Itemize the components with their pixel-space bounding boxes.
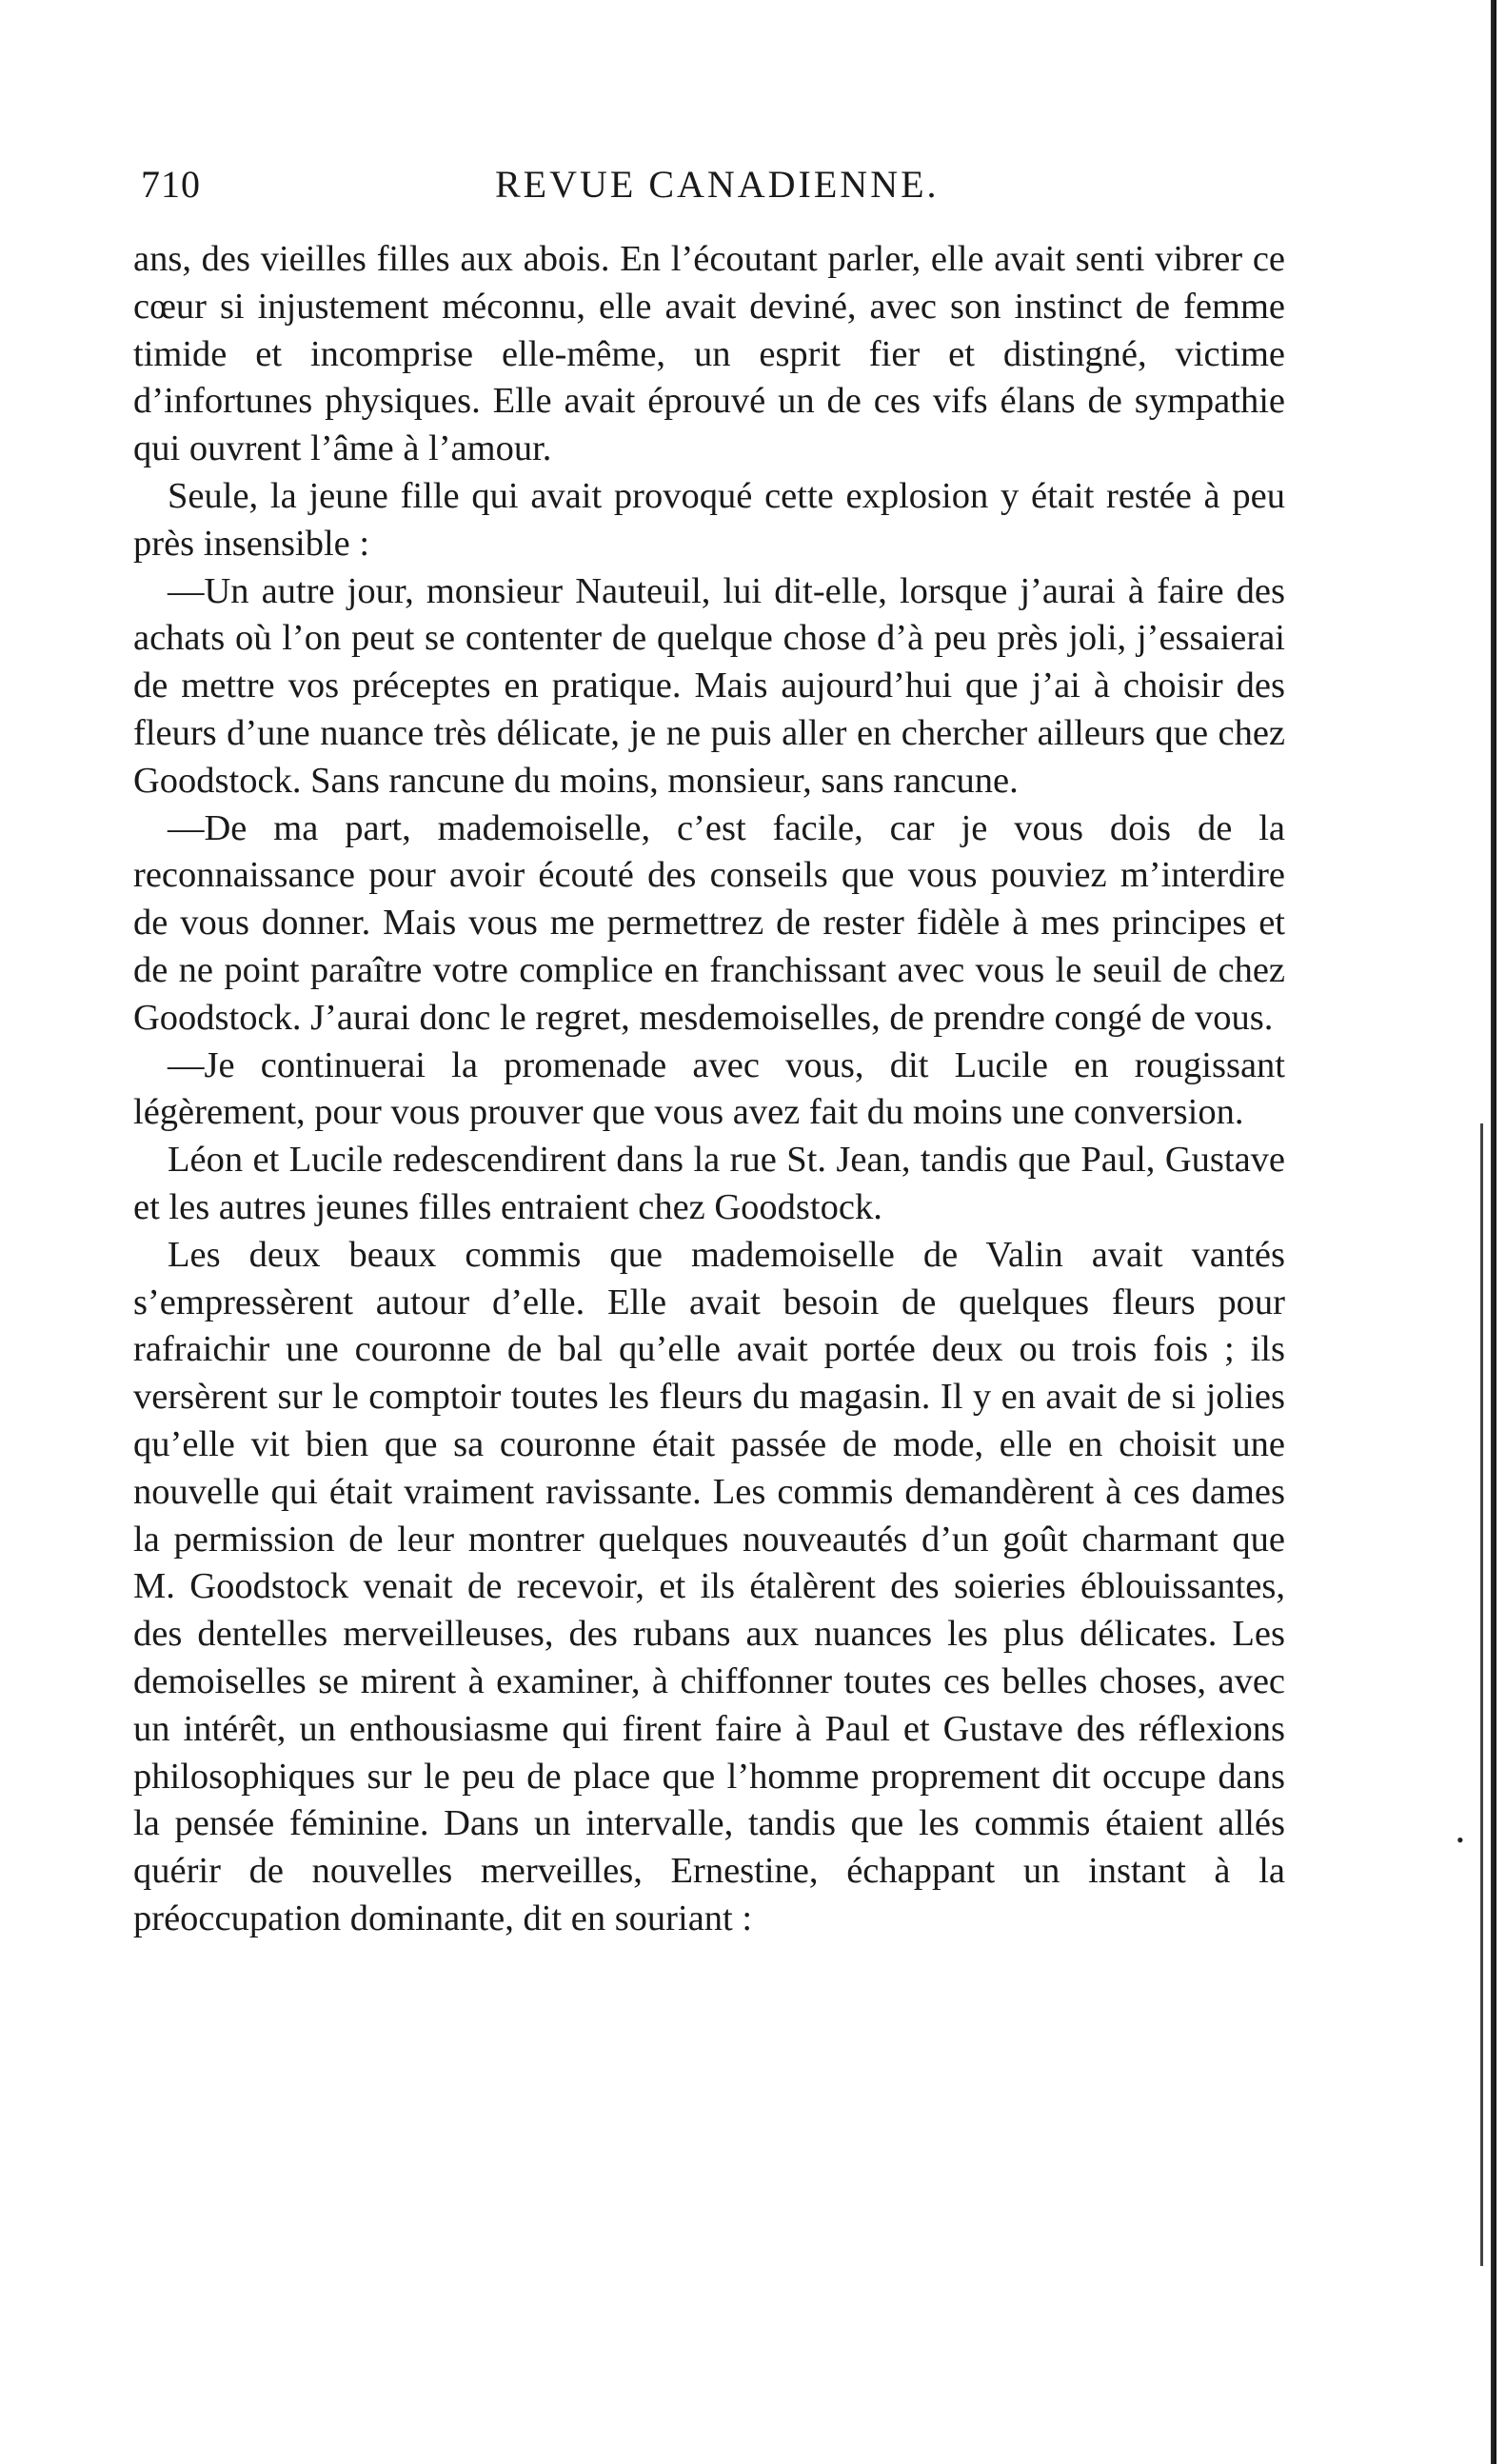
page-number: 710 xyxy=(141,163,201,206)
paragraph-3: —Un autre jour, monsieur Nauteuil, lui dit-elle, lorsque j’aurai à faire des achats où l’on peut se contenter de quelque chose d’à peu près joli, j’essaierai de mettre vos préceptes en pratique. Mais aujourd’hui que j’ai à choisir des fleurs d’une nuance très délicate, je ne puis aller en chercher ailleurs que chez Goodstock. Sans rancune du moins, monsieur, sans rancune. xyxy=(133,570,1285,801)
paragraph-4: —De ma part, mademoiselle, c’est facile, car je vous dois de la reconnaissance pour avoir écouté des conseils que vous pouviez m’interdire de vous donner. Mais vous me permettrez de rester fidèle à mes principes et de ne point paraître votre complice en franchissant avec vous le seuil de chez Goodstock. J’aurai donc le regret, mesdemoiselles, de prendre congé de vous. xyxy=(133,807,1285,1038)
running-title: REVUE CANADIENNE. xyxy=(495,163,940,206)
paragraph-5: —Je continuerai la promenade avec vous, dit Lucile en rougissant légèrement, pour vous prouver que vous avez fait du moins une conversion. xyxy=(133,1044,1285,1133)
paragraph-6: Léon et Lucile redescendirent dans la rue St. Jean, tandis que Paul, Gustave et les autres jeunes filles entraient chez Goodstock. xyxy=(133,1140,1285,1227)
margin-ink-mark: • xyxy=(1456,1828,1464,1852)
paragraph-2: Seule, la jeune fille qui avait provoqué cette explosion y était restée à peu près insensible : xyxy=(133,475,1285,564)
paragraph-7: Les deux beaux commis que mademoiselle de Valin avait vantés s’empressèrent autour d’elle. Elle avait besoin de quelques fleurs pour rafraichir une couronne de bal qu’elle avait portée deux ou trois fois ; ils versèrent sur le comptoir toutes les fleurs du magasin. Il y en avait de si jolies qu’elle vit bien que sa couronne était passée de mode, elle en choisit une nouvelle qui était vraiment ravissante. Les commis demandèrent à ces dames la permission de leur montrer quelques nouveautés d’un goût charmant que M. Goodstock venait de recevoir, et ils étalèrent des soieries éblouissantes, des dentelles merveilleuses, des rubans aux nuances les plus délicates. Les demoiselles se mirent à examiner, à chiffonner toutes ces belles choses, avec un intérêt, un enthousiasme qui firent faire à Paul et Gustave des réflexions philosophiques sur le peu de place que l’homme proprement dit occupe dans la pensée féminine. Dans un intervalle, tandis que les commis étaient allés quérir de nouvelles merveilles, Ernestine, échappant un instant à la préoccupation dominante, dit en souriant : xyxy=(133,1234,1285,1938)
page-header xyxy=(141,162,1283,219)
paragraph-1: ans, des vieilles filles aux abois. En l’écoutant parler, elle avait senti vibrer ce cœur si injustement méconnu, elle avait deviné, avec son instinct de femme timide et incomprise elle-même, un esprit fier et distingné, victime d’infortunes physiques. Elle avait éprouvé un de ces vifs élans de sympathie qui ouvrent l’âme à l’amour. xyxy=(133,239,1285,469)
page-edge-border xyxy=(1491,0,1496,2464)
page-edge-inner-line xyxy=(1480,1123,1483,2266)
body-text xyxy=(133,236,1285,1943)
